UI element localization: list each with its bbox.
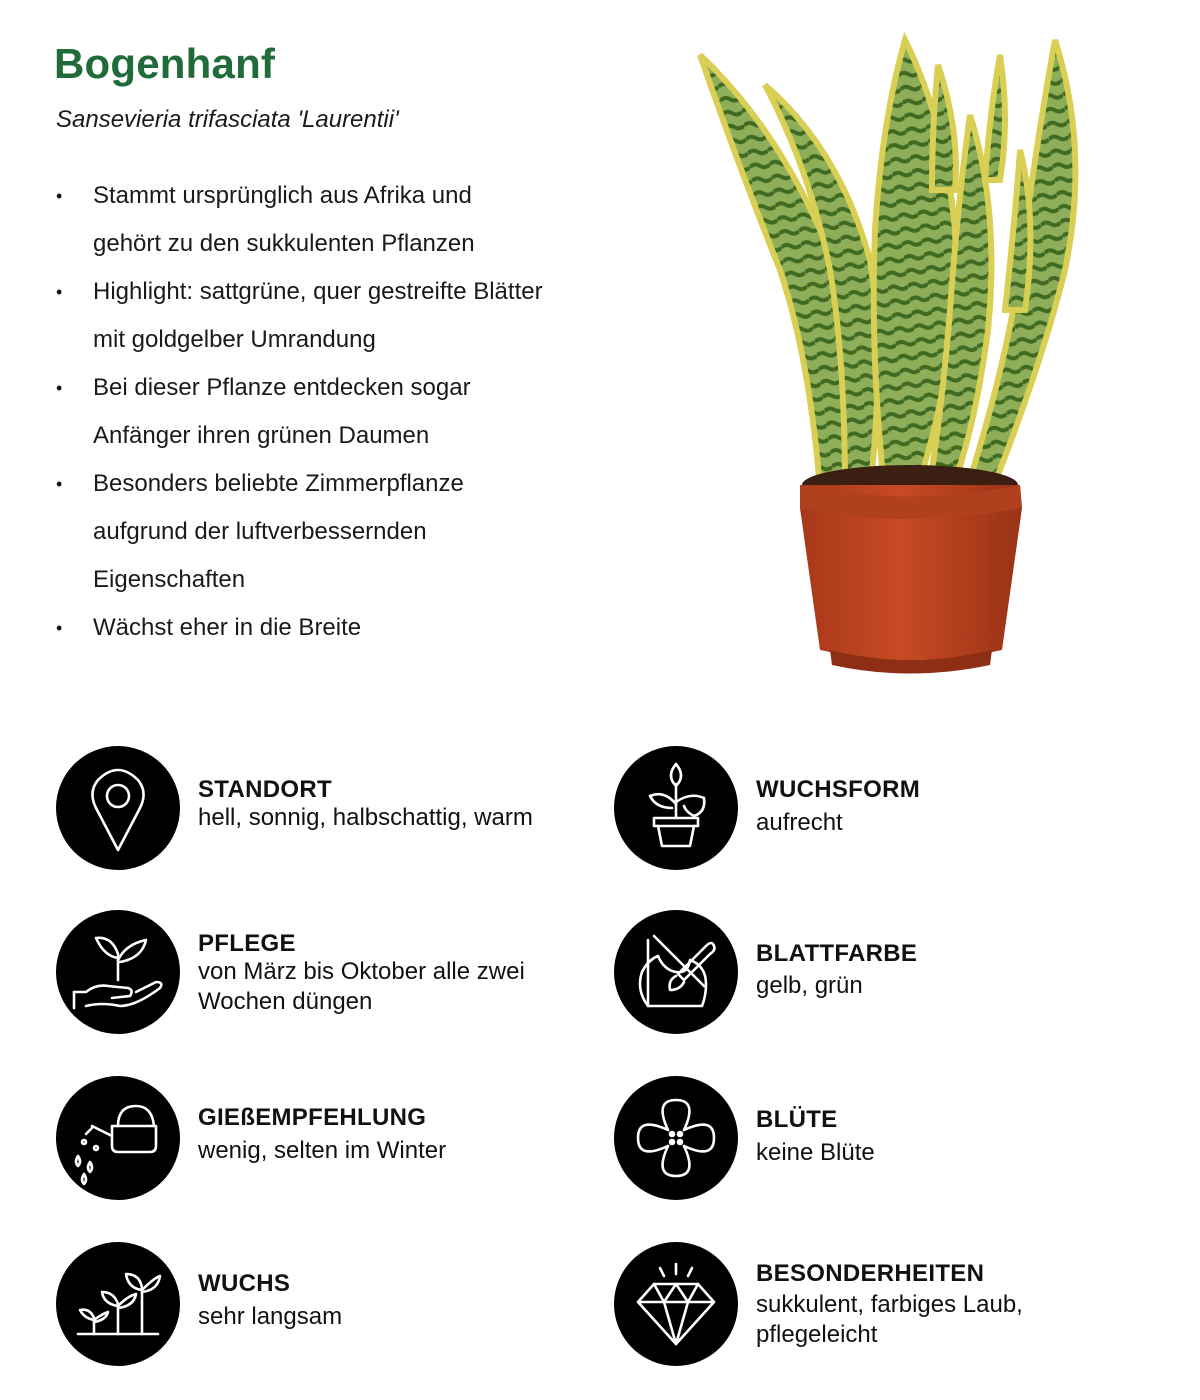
bullet-icon: • bbox=[56, 282, 63, 302]
list-item-continuation: aufgrund der luftverbessernden bbox=[93, 518, 427, 545]
feature-bluete bbox=[614, 1076, 1134, 1200]
leaf-brush-icon bbox=[614, 910, 738, 1034]
feature-value: keine Blüte bbox=[756, 1139, 875, 1166]
list-item: • Bei dieser Pflanze entdecken sogar bbox=[56, 364, 616, 412]
feature-label: BESONDERHEITEN bbox=[756, 1260, 985, 1287]
flower-icon bbox=[614, 1076, 738, 1200]
list-item-continuation: gehört zu den sukkulenten Pflanzen bbox=[93, 230, 475, 257]
hand-seedling-icon bbox=[56, 910, 180, 1034]
feature-list bbox=[56, 172, 616, 652]
feature-standort bbox=[56, 746, 576, 870]
bullet-icon: • bbox=[56, 378, 63, 398]
list-item: • Highlight: sattgrüne, quer gestreifte Blätter bbox=[56, 268, 616, 316]
location-pin-icon bbox=[56, 746, 180, 870]
feature-label: PFLEGE bbox=[198, 930, 296, 957]
bullet-icon: • bbox=[56, 474, 63, 494]
snake-plant-image bbox=[670, 30, 1100, 690]
feature-value: sehr langsam bbox=[198, 1303, 343, 1330]
feature-value: wenig, selten im Winter bbox=[198, 1137, 447, 1164]
feature-value: sukkulent, farbiges Laub, bbox=[756, 1291, 1023, 1318]
list-item-continuation: Eigenschaften bbox=[93, 566, 246, 593]
diamond-icon bbox=[614, 1242, 738, 1366]
latin-name: Sansevieria trifasciata 'Laurentii' bbox=[56, 106, 399, 133]
page-title: Bogenhanf bbox=[54, 40, 276, 87]
list-item: • Wächst eher in die Breite bbox=[56, 604, 616, 652]
feature-besonderheiten bbox=[614, 1242, 1134, 1366]
feature-value: hell, sonnig, halbschattig, warm bbox=[198, 804, 533, 831]
feature-wuchsform bbox=[614, 746, 1134, 870]
feature-wuchs bbox=[56, 1242, 576, 1366]
feature-value: aufrecht bbox=[756, 809, 843, 836]
feature-value: von März bis Oktober alle zwei bbox=[198, 958, 525, 985]
feature-label: GIEßEMPFEHLUNG bbox=[198, 1104, 427, 1131]
feature-pflege bbox=[56, 910, 576, 1034]
list-item-continuation: mit goldgelber Umrandung bbox=[93, 326, 376, 353]
feature-blattfarbe bbox=[614, 910, 1134, 1034]
bullet-icon: • bbox=[56, 618, 63, 638]
sprouts-icon bbox=[56, 1242, 180, 1366]
feature-label: BLÜTE bbox=[756, 1106, 838, 1133]
feature-label: WUCHSFORM bbox=[756, 776, 921, 803]
list-item: • Stammt ursprünglich aus Afrika und bbox=[56, 172, 616, 220]
watering-can-icon bbox=[56, 1076, 180, 1200]
feature-value: pflegeleicht bbox=[756, 1321, 878, 1348]
feature-label: BLATTFARBE bbox=[756, 940, 918, 967]
feature-value: Wochen düngen bbox=[198, 988, 373, 1015]
potted-plant-icon bbox=[614, 746, 738, 870]
feature-label: STANDORT bbox=[198, 776, 332, 803]
feature-giessempfehlung bbox=[56, 1076, 576, 1200]
feature-label: WUCHS bbox=[198, 1270, 291, 1297]
bullet-icon: • bbox=[56, 186, 63, 206]
feature-value: gelb, grün bbox=[756, 972, 863, 999]
list-item-continuation: Anfänger ihren grünen Daumen bbox=[93, 422, 430, 449]
list-item: • Besonders beliebte Zimmerpflanze bbox=[56, 460, 616, 508]
